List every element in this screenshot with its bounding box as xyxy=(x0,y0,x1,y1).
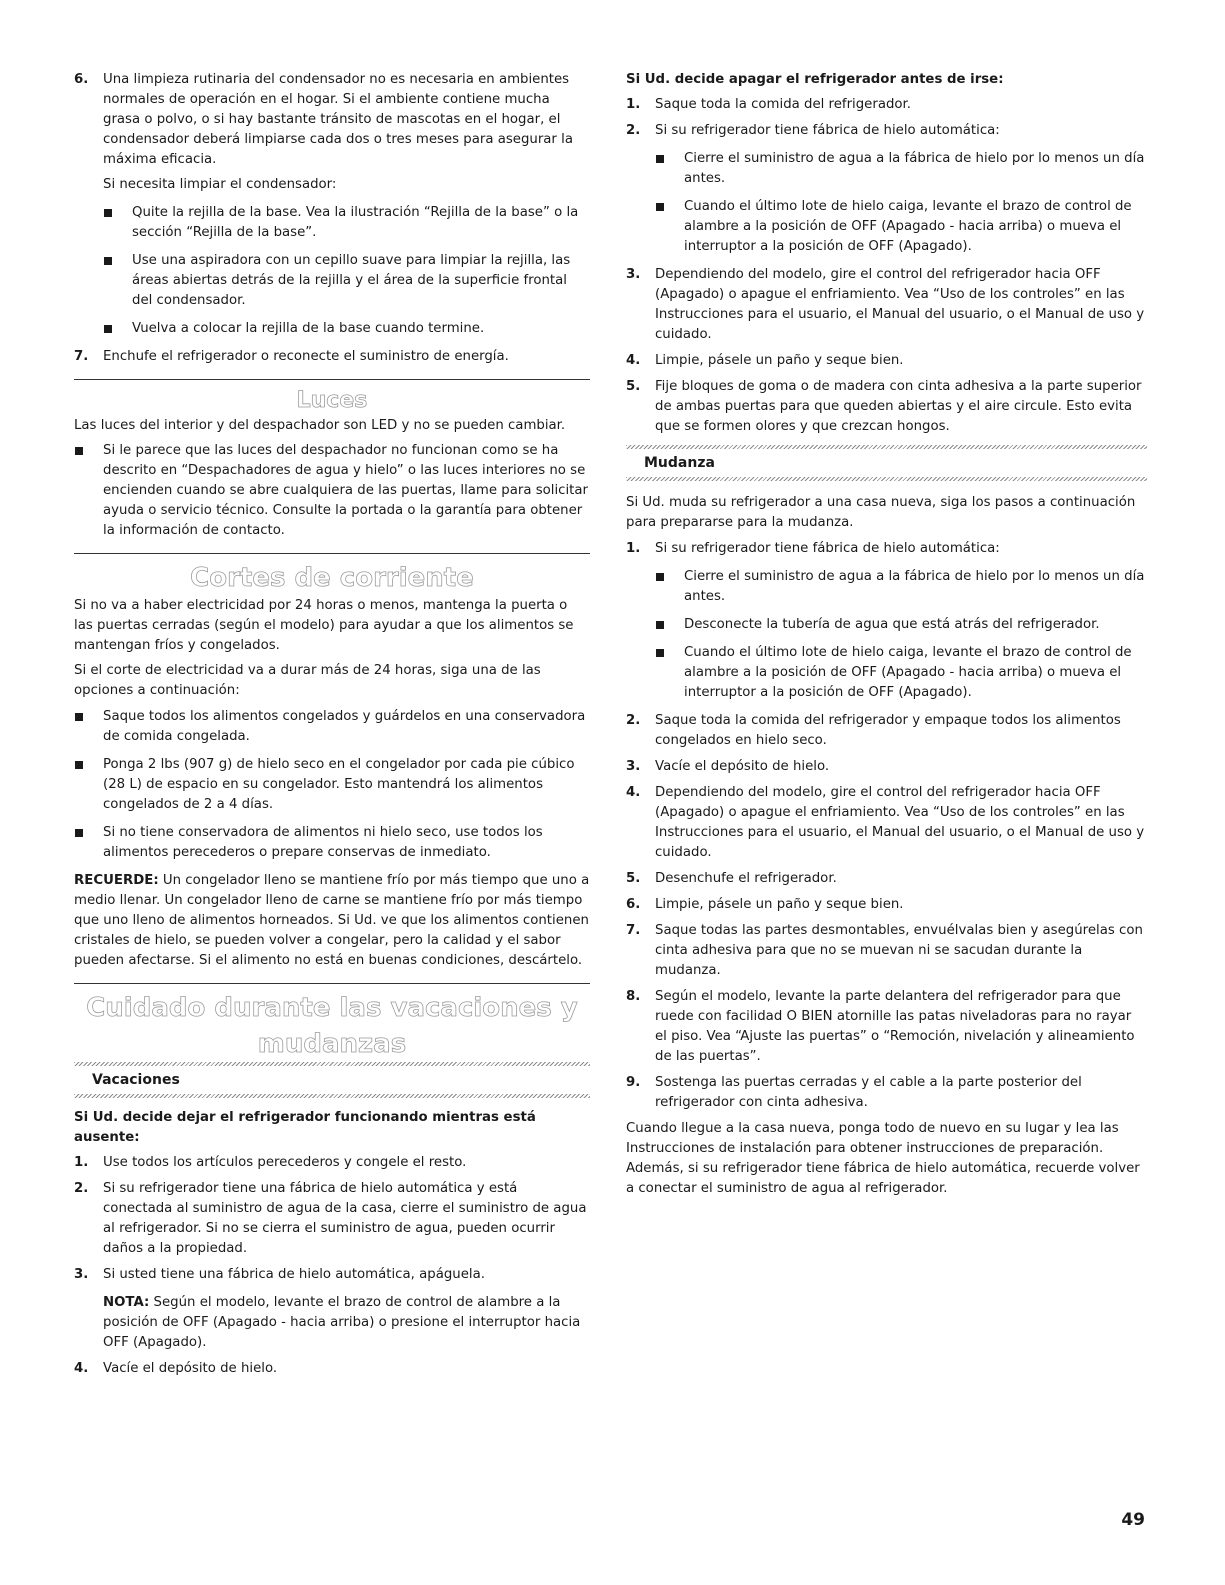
square-bullet-icon xyxy=(75,447,83,455)
remember-label: RECUERDE: xyxy=(74,873,159,888)
item-text: Dependiendo del modelo, gire el control del refrigerador hacia OFF (Apagado) o apague el enfriamiento. Vea “Uso de los controles” en las Instrucciones para el usuario, el Manual del usuario, o el Manual de uso y cuidado. xyxy=(655,785,1145,860)
page-number: 49 xyxy=(1121,1510,1145,1530)
item-text: Use todos los artículos perecederos y congele el resto. xyxy=(103,1155,467,1170)
item-text: Enchufe el refrigerador o reconecte el suministro de energía. xyxy=(103,349,509,364)
right-column xyxy=(626,70,1147,1204)
list-item xyxy=(626,869,1147,889)
list-item xyxy=(626,539,1147,703)
item-number: 8. xyxy=(626,989,641,1004)
bullet-text: Cuando el último lote de hielo caiga, levante el brazo de control de alambre a la posición de OFF (Apagado - hacia arriba) o mueva el interruptor a la posición de OFF (Apagado). xyxy=(684,199,1132,254)
square-bullet-icon xyxy=(104,209,112,217)
item-number: 7. xyxy=(626,923,641,938)
item-number: 7. xyxy=(74,349,89,364)
item-text: Si su refrigerador tiene fábrica de hielo automática: xyxy=(655,541,1000,556)
paragraph: Si Ud. muda su refrigerador a una casa nueva, siga los pasos a continuación para prepararse para la mudanza. xyxy=(626,495,1136,530)
list-item xyxy=(74,1359,590,1379)
item-number: 4. xyxy=(74,1361,89,1376)
paragraph: Si no va a haber electricidad por 24 horas o menos, mantenga la puerta o las puertas cerradas (según el modelo) para ayudar a que los alimentos se mantengan fríos y congelados. xyxy=(74,598,574,653)
list-item xyxy=(626,1073,1147,1113)
item-text: Limpie, pásele un paño y seque bien. xyxy=(655,353,904,368)
square-bullet-icon xyxy=(656,155,664,163)
square-bullet-icon xyxy=(104,257,112,265)
paragraph: Cuando llegue a la casa nueva, ponga todo de nuevo en su lugar y lea las Instrucciones de instalación para obtener instrucciones de preparación. Además, si su refrigerador tiene fábrica de hielo automática, recuerde volver a conectar el suministro de agua al refrigerador. xyxy=(626,1121,1140,1196)
paragraph: Las luces del interior y del despachador son LED y no se pueden cambiar. xyxy=(74,418,566,433)
bullet-item xyxy=(103,319,590,339)
list-item xyxy=(626,783,1147,863)
bullet-text: Desconecte la tubería de agua que está atrás del refrigerador. xyxy=(684,617,1100,632)
square-bullet-icon xyxy=(656,203,664,211)
bullet-text: Vuelva a colocar la rejilla de la base cuando termine. xyxy=(132,321,485,336)
bullet-item xyxy=(74,755,590,815)
list-item xyxy=(626,377,1147,437)
list-item xyxy=(626,121,1147,257)
item-number: 6. xyxy=(74,72,89,87)
item-number: 9. xyxy=(626,1075,641,1090)
list-item xyxy=(626,351,1147,371)
note-text: Según el modelo, levante el brazo de control de alambre a la posición de OFF (Apagado - hacia arriba) o presione el interruptor hacia OFF (Apagado). xyxy=(103,1295,581,1350)
item-text: Una limpieza rutinaria del condensador no es necesaria en ambientes normales de operación en el hogar. Si el ambiente contiene mucha grasa o polvo, o si hay bastante tránsito de mascotas en el hogar, el condensador deberá limpiarse cada dos o tres meses para asegurar la máxima eficacia. xyxy=(103,72,573,167)
note-label: NOTA: xyxy=(103,1295,150,1310)
list-item xyxy=(626,895,1147,915)
remember-paragraph xyxy=(74,871,590,971)
bullet-text: Ponga 2 lbs (907 g) de hielo seco en el congelador por cada pie cúbico (28 L) de espacio en su congelador. Esto mantendrá los alimentos congelados de 2 a 4 días. xyxy=(103,757,575,812)
item-number: 3. xyxy=(626,267,641,282)
bullet-item xyxy=(655,567,1147,607)
section-title-cuidado: Cuidado durante las vacaciones y mudanzas xyxy=(86,993,578,1059)
bullet-text: Si le parece que las luces del despachador no funcionan como se ha descrito en “Despachadores de agua y hielo” o las luces interiores no se encienden cuando se abre cualquiera de las puertas, llame para solicitar ayuda o servicio técnico. Consulte la portada o la garantía para obtener la información de contacto. xyxy=(103,443,588,538)
square-bullet-icon xyxy=(104,325,112,333)
square-bullet-icon xyxy=(656,649,664,657)
hatch-rule xyxy=(626,477,1147,481)
square-bullet-icon xyxy=(75,713,83,721)
list-item xyxy=(626,265,1147,345)
bullet-item xyxy=(655,643,1147,703)
item-text: Si su refrigerador tiene una fábrica de hielo automática y está conectada al suministro de agua de la casa, cierre el suministro de agua al refrigerador. Si no se cierra el suministro de agua, pueden ocurrir daños a la propiedad. xyxy=(103,1181,587,1256)
item-number: 2. xyxy=(74,1181,89,1196)
list-item xyxy=(626,987,1147,1067)
item-number: 6. xyxy=(626,897,641,912)
item-text: Si usted tiene una fábrica de hielo automática, apáguela. xyxy=(103,1267,485,1282)
bullet-text: Quite la rejilla de la base. Vea la ilustración “Rejilla de la base” o la sección “Rejilla de la base”. xyxy=(132,205,579,240)
bullet-text: Saque todos los alimentos congelados y guárdelos en una conservadora de comida congelada. xyxy=(103,709,586,744)
item-text: Vacíe el depósito de hielo. xyxy=(655,759,830,774)
item-text: Saque todas las partes desmontables, envuélvalas bien y asegúrelas con cinta adhesiva para que no se muevan ni se sacudan durante la mudanza. xyxy=(655,923,1143,978)
item-number: 5. xyxy=(626,871,641,886)
remember-text: Un congelador lleno se mantiene frío por más tiempo que uno a medio llenar. Un congelador lleno de carne se mantiene frío por más tiempo que uno lleno de alimentos horneados. Si Ud. ve que los alimentos contienen cristales de hielo, se pueden volver a congelar, pero la calidad y el sabor pueden afectarse. Si el alimento no está en buenas condiciones, descártelo. xyxy=(74,873,590,968)
bullet-text: Cierre el suministro de agua a la fábrica de hielo por lo menos un día antes. xyxy=(684,151,1145,186)
bold-heading: Si Ud. decide apagar el refrigerador antes de irse: xyxy=(626,72,1004,87)
item-text: Saque toda la comida del refrigerador. xyxy=(655,97,912,112)
item-number: 4. xyxy=(626,353,641,368)
bullet-text: Cuando el último lote de hielo caiga, levante el brazo de control de alambre a la posición de OFF (Apagado - hacia arriba) o mueva el interruptor a la posición de OFF (Apagado). xyxy=(684,645,1132,700)
subheading-mudanza: Mudanza xyxy=(644,455,715,471)
item-number: 1. xyxy=(626,541,641,556)
section-divider xyxy=(74,983,590,984)
bullet-item xyxy=(655,615,1147,635)
section-title-cortes: Cortes de corriente xyxy=(190,563,474,593)
bullet-item xyxy=(74,823,590,863)
item-text: Según el modelo, levante la parte delantera del refrigerador para que ruede con facilidad O BIEN atornille las patas niveladoras para no rayar el piso. Vea “Ajuste las puertas” o “Remoción, nivelación y alineamiento de las puertas”. xyxy=(655,989,1135,1064)
item-text: Si su refrigerador tiene fábrica de hielo automática: xyxy=(655,123,1000,138)
item-number: 1. xyxy=(74,1155,89,1170)
bullet-item xyxy=(74,441,590,541)
bullet-item xyxy=(655,149,1147,189)
bullet-item xyxy=(103,251,590,311)
paragraph: Si el corte de electricidad va a durar más de 24 horas, siga una de las opciones a continuación: xyxy=(74,663,541,698)
subheading-vacaciones: Vacaciones xyxy=(92,1072,180,1088)
section-divider xyxy=(74,553,590,554)
bullet-item xyxy=(103,203,590,243)
list-item xyxy=(74,1265,590,1353)
item-subtext: Si necesita limpiar el condensador: xyxy=(103,177,337,192)
list-item xyxy=(74,1153,590,1173)
left-column xyxy=(74,70,590,1385)
list-item xyxy=(626,757,1147,777)
list-item xyxy=(74,70,590,339)
item-text: Saque toda la comida del refrigerador y empaque todos los alimentos congelados en hielo seco. xyxy=(655,713,1121,748)
note-paragraph xyxy=(103,1293,590,1353)
list-item xyxy=(626,711,1147,751)
item-number: 3. xyxy=(74,1267,89,1282)
square-bullet-icon xyxy=(656,621,664,629)
section-divider xyxy=(74,379,590,380)
square-bullet-icon xyxy=(75,761,83,769)
bullet-text: Use una aspiradora con un cepillo suave para limpiar la rejilla, las áreas abiertas detrás de la rejilla y el área de la superficie frontal del condensador. xyxy=(132,253,571,308)
hatch-rule xyxy=(74,1094,590,1098)
item-number: 4. xyxy=(626,785,641,800)
item-number: 3. xyxy=(626,759,641,774)
item-number: 5. xyxy=(626,379,641,394)
square-bullet-icon xyxy=(656,573,664,581)
item-text: Dependiendo del modelo, gire el control del refrigerador hacia OFF (Apagado) o apague el enfriamiento. Vea “Uso de los controles” en las Instrucciones para el usuario, el Manual del usuario, o el Manual de uso y cuidado. xyxy=(655,267,1145,342)
bullet-text: Cierre el suministro de agua a la fábrica de hielo por lo menos un día antes. xyxy=(684,569,1145,604)
list-item xyxy=(626,95,1147,115)
list-item xyxy=(626,921,1147,981)
bullet-item xyxy=(655,197,1147,257)
item-text: Sostenga las puertas cerradas y el cable a la parte posterior del refrigerador con cinta adhesiva. xyxy=(655,1075,1082,1110)
item-text: Fije bloques de goma o de madera con cinta adhesiva a la parte superior de ambas puertas para que queden abiertas y el aire circule. Esto evita que se formen olores y que crezcan hongos. xyxy=(655,379,1142,434)
bullet-text: Si no tiene conservadora de alimentos ni hielo seco, use todos los alimentos perecederos o prepare conservas de inmediato. xyxy=(103,825,543,860)
item-number: 2. xyxy=(626,713,641,728)
bullet-item xyxy=(74,707,590,747)
item-number: 2. xyxy=(626,123,641,138)
item-text: Limpie, pásele un paño y seque bien. xyxy=(655,897,904,912)
section-title-luces: Luces xyxy=(296,388,368,413)
bold-heading: Si Ud. decide dejar el refrigerador funcionando mientras está ausente: xyxy=(74,1110,536,1145)
square-bullet-icon xyxy=(75,829,83,837)
list-item xyxy=(74,1179,590,1259)
item-text: Vacíe el depósito de hielo. xyxy=(103,1361,278,1376)
list-item xyxy=(74,347,590,367)
item-number: 1. xyxy=(626,97,641,112)
item-text: Desenchufe el refrigerador. xyxy=(655,871,837,886)
